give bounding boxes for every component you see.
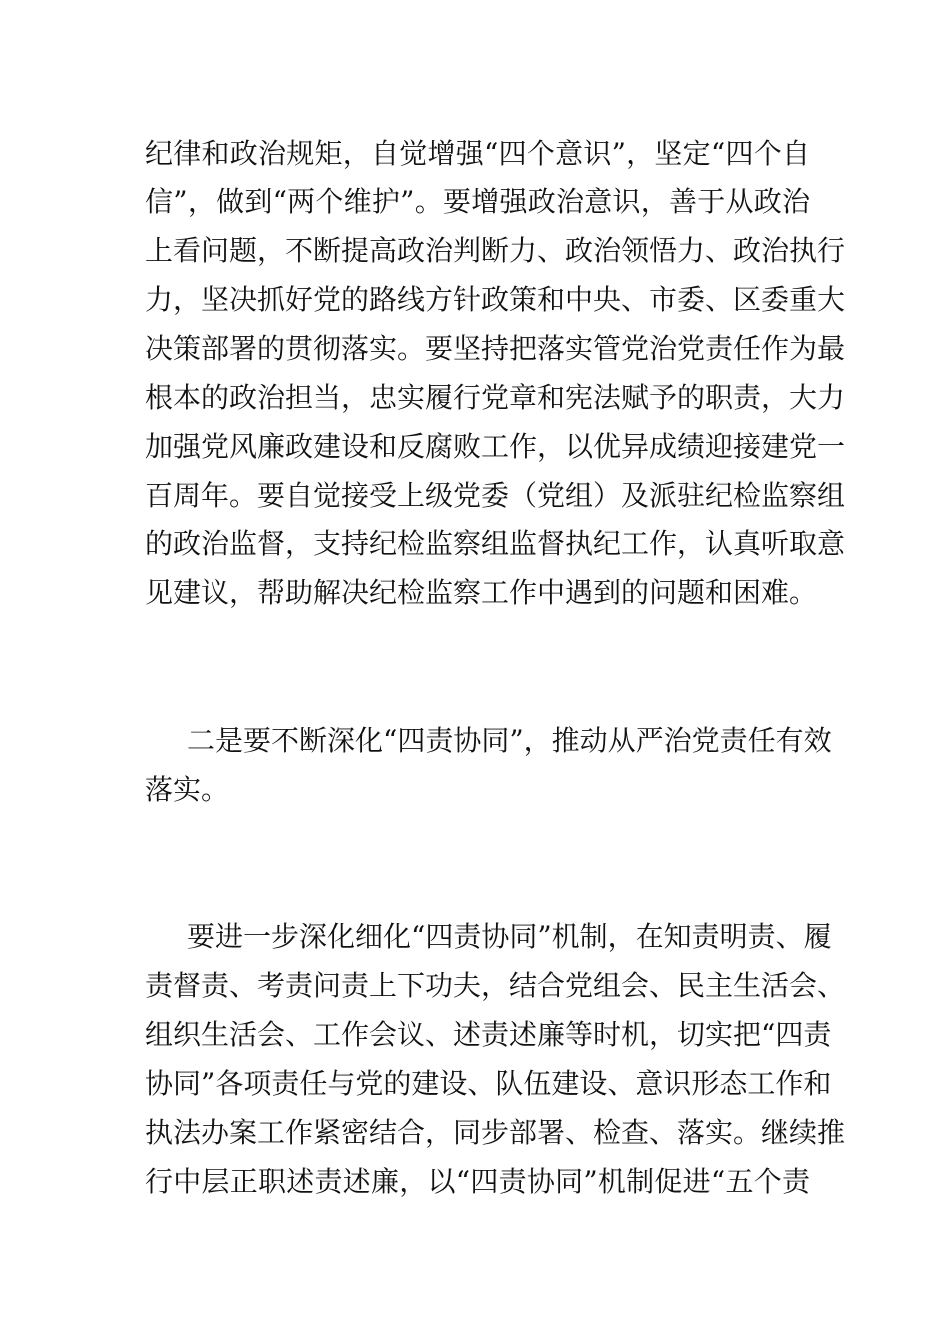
text-line: 行中层正职述责述廉，以“四责协同”机制促进“五个责 (145, 1165, 810, 1198)
text-line: 决策部署的贯彻落实。要坚持把落实管党治党责任作为最 (145, 332, 846, 365)
text-line: 协同”各项责任与党的建设、队伍建设、意识形态工作和 (145, 1067, 832, 1100)
text-line: 组织生活会、工作会议、述责述廉等时机，切实把“四责 (145, 1018, 832, 1051)
text-line: 执法办案工作紧密结合，同步部署、检查、落实。继续推 (145, 1116, 846, 1149)
text-line: 力，坚决抓好党的路线方针政策和中央、市委、区委重大 (145, 283, 846, 316)
text-line: 加强党风廉政建设和反腐败工作，以优异成绩迎接建党一 (145, 430, 846, 463)
text-line: 根本的政治担当，忠实履行党章和宪法赋予的职责，大力 (145, 381, 846, 414)
text-line: 纪律和政治规矩，自觉增强“四个意识”，坚定“四个自 (145, 137, 810, 170)
text-line: 信”，做到“两个维护”。要增强政治意识，善于从政治 (145, 185, 810, 218)
heading-line: 二是要不断深化“四责协同”，推动从严治党责任有效 (187, 724, 832, 757)
text-line: 百周年。要自觉接受上级党委（党组）及派驻纪检监察组 (145, 479, 846, 512)
text-line: 要进一步深化细化“四责协同”机制，在知责明责、履 (187, 920, 832, 953)
text-line: 责督责、考责问责上下功夫，结合党组会、民主生活会、 (145, 969, 846, 1002)
text-line: 上看问题，不断提高政治判断力、政治领悟力、政治执行 (145, 234, 846, 267)
text-line: 的政治监督，支持纪检监察组监督执纪工作，认真听取意 (145, 527, 846, 560)
heading-line: 落实。 (145, 773, 230, 806)
text-line: 见建议，帮助解决纪检监察工作中遇到的问题和困难。 (145, 576, 818, 609)
